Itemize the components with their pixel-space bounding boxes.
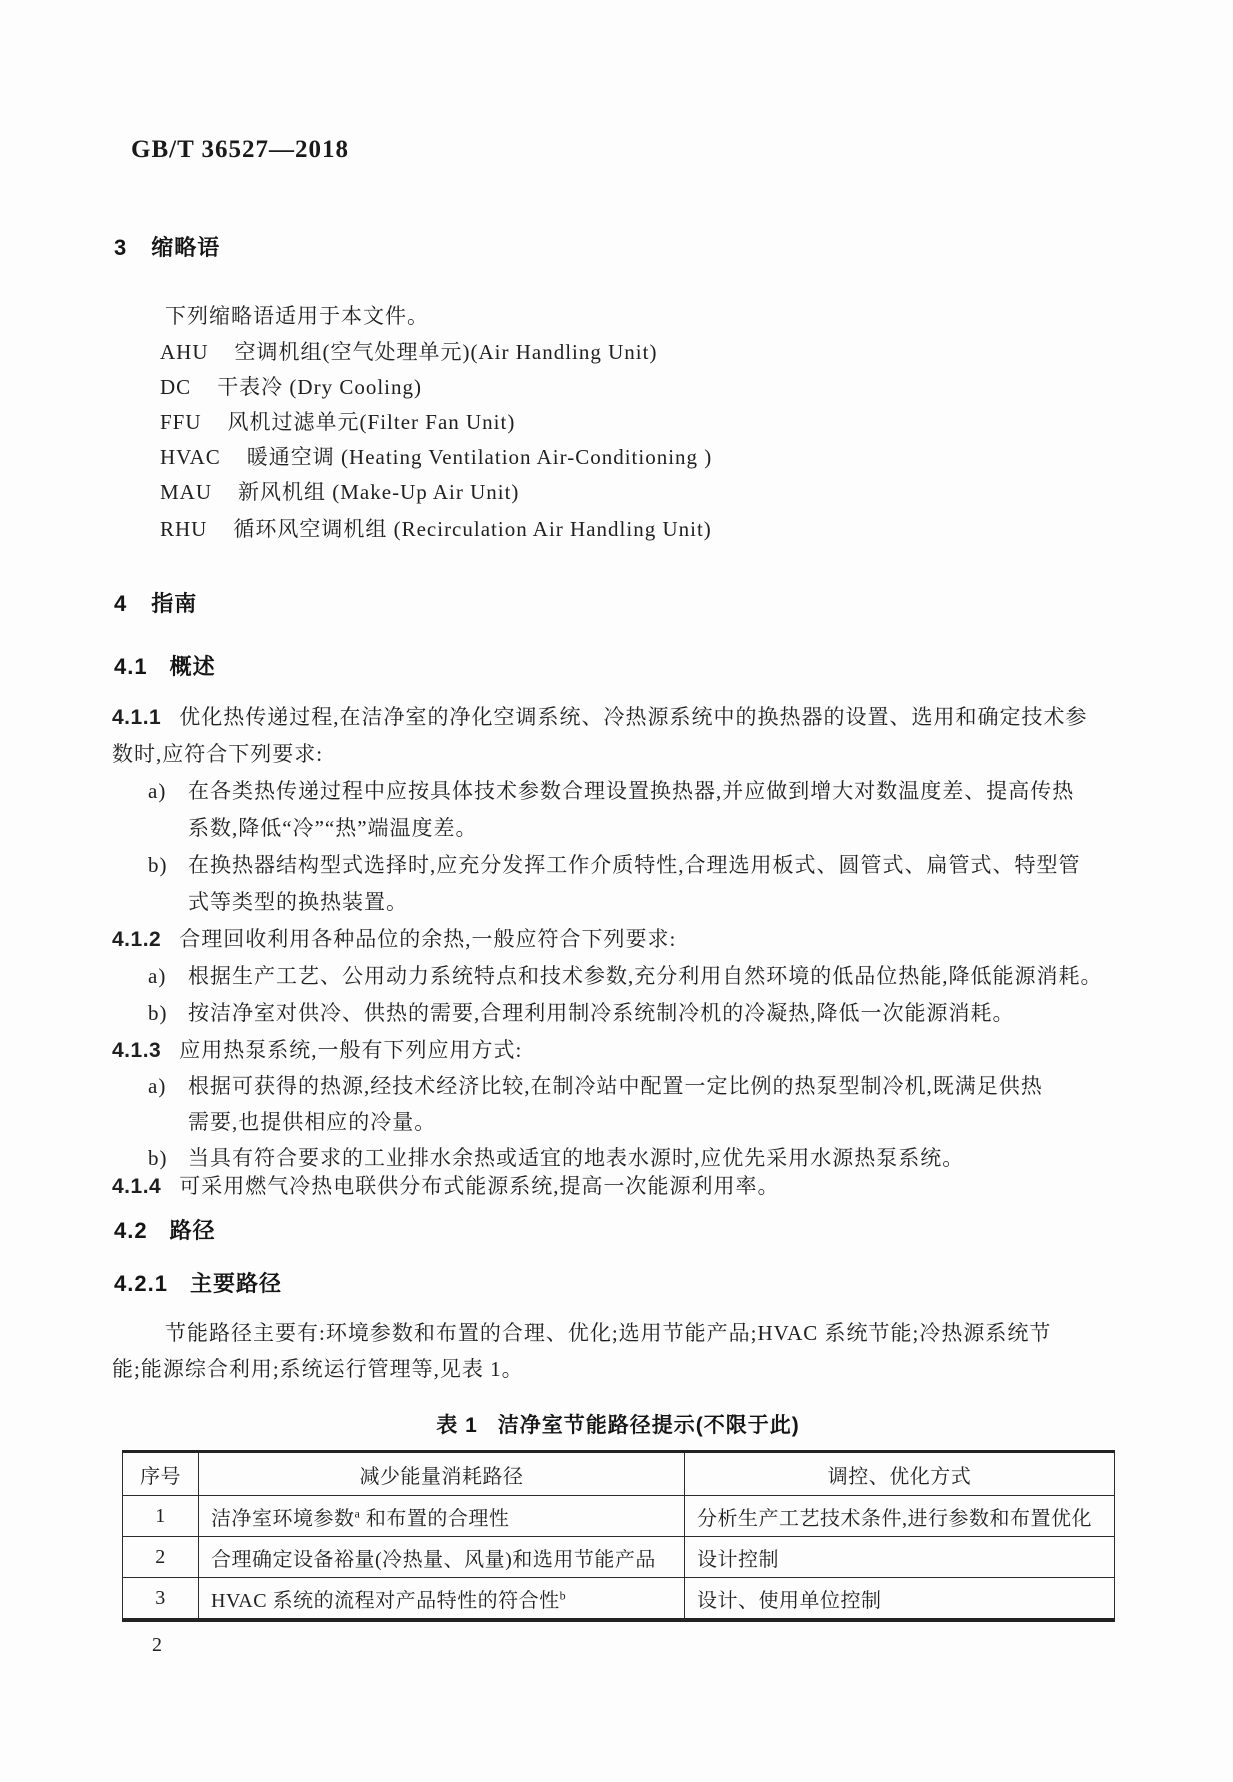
- abbr-key: AHU: [160, 340, 209, 364]
- section-4-2-title: 路径: [169, 1218, 216, 1243]
- list-item-text: 当具有符合要求的工业排水余热或适宜的地表水源时,应优先采用水源热泵系统。: [188, 1146, 965, 1170]
- clause-4-1-1-item-a-line-1: [148, 775, 1074, 805]
- abbr-def: 新风机组 (Make-Up Air Unit): [238, 480, 520, 504]
- clause-text: 优化热传递过程,在洁净室的净化空调系统、冷热源系统中的换热器的设置、选用和确定技术参: [179, 705, 1088, 729]
- abbr-def: 干表冷 (Dry Cooling): [217, 375, 423, 399]
- footnote-marker-b: b: [559, 1587, 567, 1602]
- clause-4-1-2-item-b: [148, 997, 1015, 1027]
- list-item-text: 在各类热传递过程中应按具体技术参数合理设置换热器,并应做到增大对数温度差、提高传热: [188, 779, 1075, 803]
- section-4-1-number: 4.1: [114, 654, 148, 679]
- page-number: 2: [152, 1634, 162, 1656]
- abbr-def: 风机过滤单元(Filter Fan Unit): [227, 410, 516, 434]
- list-item-label: b): [148, 853, 168, 877]
- abbr-key: HVAC: [160, 445, 221, 469]
- abbr-key: MAU: [160, 480, 213, 504]
- clause-4-1-4-line-1: [112, 1170, 779, 1200]
- footnote-marker-a: a: [354, 1505, 361, 1520]
- abbr-item-rhu: [160, 513, 712, 543]
- section-4-2-1-number: 4.2.1: [114, 1271, 168, 1296]
- clause-number: 4.1.2: [112, 928, 162, 951]
- abbr-item-dc: [160, 371, 422, 401]
- table-cell-no: 2: [123, 1537, 199, 1578]
- table-cell-method: 分析生产工艺技术条件,进行参数和布置优化: [685, 1496, 1115, 1537]
- clause-4-1-3-line-1: [112, 1034, 522, 1064]
- abbr-item-mau: [160, 476, 519, 506]
- table-header-row: [123, 1452, 1115, 1496]
- table-cell-method: 设计、使用单位控制: [685, 1578, 1115, 1621]
- section-4-2-heading: [114, 1214, 216, 1245]
- section-4-1-heading: [114, 650, 216, 681]
- clause-number: 4.1.1: [112, 706, 162, 729]
- clause-4-1-3-item-a-line-1: [148, 1070, 1043, 1100]
- clause-4-1-1-item-b-line-1: [148, 849, 1081, 879]
- abbr-key: DC: [160, 375, 192, 399]
- table-cell-method: 设计控制: [685, 1537, 1115, 1578]
- paragraph-4-2-1-line-1: 节能路径主要有:环境参数和布置的合理、优化;选用节能产品;HVAC 系统节能;冷热源系统节: [165, 1321, 1052, 1345]
- table-cell-path: [199, 1537, 685, 1578]
- abbr-key: FFU: [160, 410, 202, 434]
- section-4-title: 指南: [151, 591, 198, 616]
- list-item-label: a): [148, 1074, 167, 1098]
- abbr-intro: 下列缩略语适用于本文件。: [165, 304, 429, 328]
- section-4-heading: [114, 587, 197, 618]
- section-4-2-1-title: 主要路径: [189, 1271, 282, 1296]
- list-item-label: b): [148, 1146, 168, 1170]
- clause-4-1-3-item-b: [148, 1142, 964, 1172]
- table-header-path: 减少能量消耗路径: [199, 1452, 685, 1496]
- clause-number: 4.1.4: [112, 1175, 162, 1198]
- list-item-label: b): [148, 1001, 168, 1025]
- abbr-key: RHU: [160, 517, 208, 541]
- abbr-item-hvac: [160, 441, 712, 471]
- clause-4-1-1-item-b-line-2: 式等类型的换热装置。: [188, 890, 408, 914]
- clause-4-1-1-line-1: [112, 701, 1087, 731]
- table-cell-no: 1: [123, 1496, 199, 1537]
- clause-4-1-3-item-a-line-2: 需要,也提供相应的冷量。: [188, 1110, 437, 1134]
- clause-text: 应用热泵系统,一般有下列应用方式:: [179, 1038, 523, 1062]
- table-cell-path: [199, 1496, 685, 1537]
- abbr-def: 循环风空调机组 (Recirculation Air Handling Unit): [233, 517, 712, 541]
- list-item-text: 根据生产工艺、公用动力系统特点和技术参数,充分利用自然环境的低品位热能,降低能源消耗。: [188, 964, 1103, 988]
- clause-number: 4.1.3: [112, 1039, 162, 1062]
- list-item-label: a): [148, 779, 167, 803]
- table-1-caption-text: 洁净室节能路径提示(不限于此): [497, 1414, 800, 1437]
- section-4-number: 4: [114, 591, 128, 616]
- path-text: 洁净室环境参数: [211, 1507, 355, 1530]
- abbr-def: 暖通空调 (Heating Ventilation Air-Conditioning ): [246, 445, 713, 469]
- section-3-number: 3: [114, 235, 128, 260]
- section-4-1-title: 概述: [169, 654, 216, 679]
- table-row: [123, 1537, 1115, 1578]
- list-item-text: 在换热器结构型式选择时,应充分发挥工作介质特性,合理选用板式、圆管式、扁管式、特型管: [188, 853, 1081, 877]
- path-text: 合理确定设备裕量(冷热量、风量)和选用节能产品: [211, 1548, 656, 1571]
- table-1-caption: [122, 1409, 1114, 1439]
- abbr-item-ahu: [160, 336, 657, 366]
- clause-4-1-2-line-1: [112, 923, 676, 953]
- table-cell-no: 3: [123, 1578, 199, 1621]
- path-text-rest: 和布置的合理性: [360, 1507, 510, 1530]
- clause-4-1-1-item-a-line-2: 系数,降低“冷”“热”端温度差。: [188, 816, 478, 840]
- table-cell-path: [199, 1578, 685, 1621]
- clause-4-1-2-item-a: [148, 960, 1103, 990]
- clause-text: 合理回收利用各种品位的余热,一般应符合下列要求:: [179, 927, 677, 951]
- table-1: [122, 1450, 1115, 1622]
- section-4-2-1-heading: [114, 1267, 282, 1298]
- section-3-title: 缩略语: [151, 235, 221, 260]
- clause-text: 可采用燃气冷热电联供分布式能源系统,提高一次能源利用率。: [179, 1174, 780, 1198]
- table-header-method: 调控、优化方式: [685, 1452, 1115, 1496]
- list-item-label: a): [148, 964, 167, 988]
- abbr-item-ffu: [160, 406, 515, 436]
- path-text: HVAC 系统的流程对产品特性的符合性: [211, 1589, 560, 1612]
- table-header-no: 序号: [123, 1452, 199, 1496]
- table-1-caption-label: 表 1: [436, 1414, 478, 1437]
- table-row: [123, 1496, 1115, 1537]
- list-item-text: 根据可获得的热源,经技术经济比较,在制冷站中配置一定比例的热泵型制冷机,既满足供热: [188, 1074, 1043, 1098]
- abbr-def: 空调机组(空气处理单元)(Air Handling Unit): [234, 340, 658, 364]
- clause-4-1-1-line-2: 数时,应符合下列要求:: [112, 742, 324, 766]
- section-4-2-number: 4.2: [114, 1218, 148, 1243]
- list-item-text: 按洁净室对供冷、供热的需要,合理利用制冷系统制冷机的冷凝热,降低一次能源消耗。: [188, 1001, 1015, 1025]
- standard-number-header: GB/T 36527—2018: [131, 136, 350, 163]
- paragraph-4-2-1-line-2: 能;能源综合利用;系统运行管理等,见表 1。: [112, 1357, 524, 1381]
- section-3-heading: [114, 231, 220, 262]
- table-row: [123, 1578, 1115, 1621]
